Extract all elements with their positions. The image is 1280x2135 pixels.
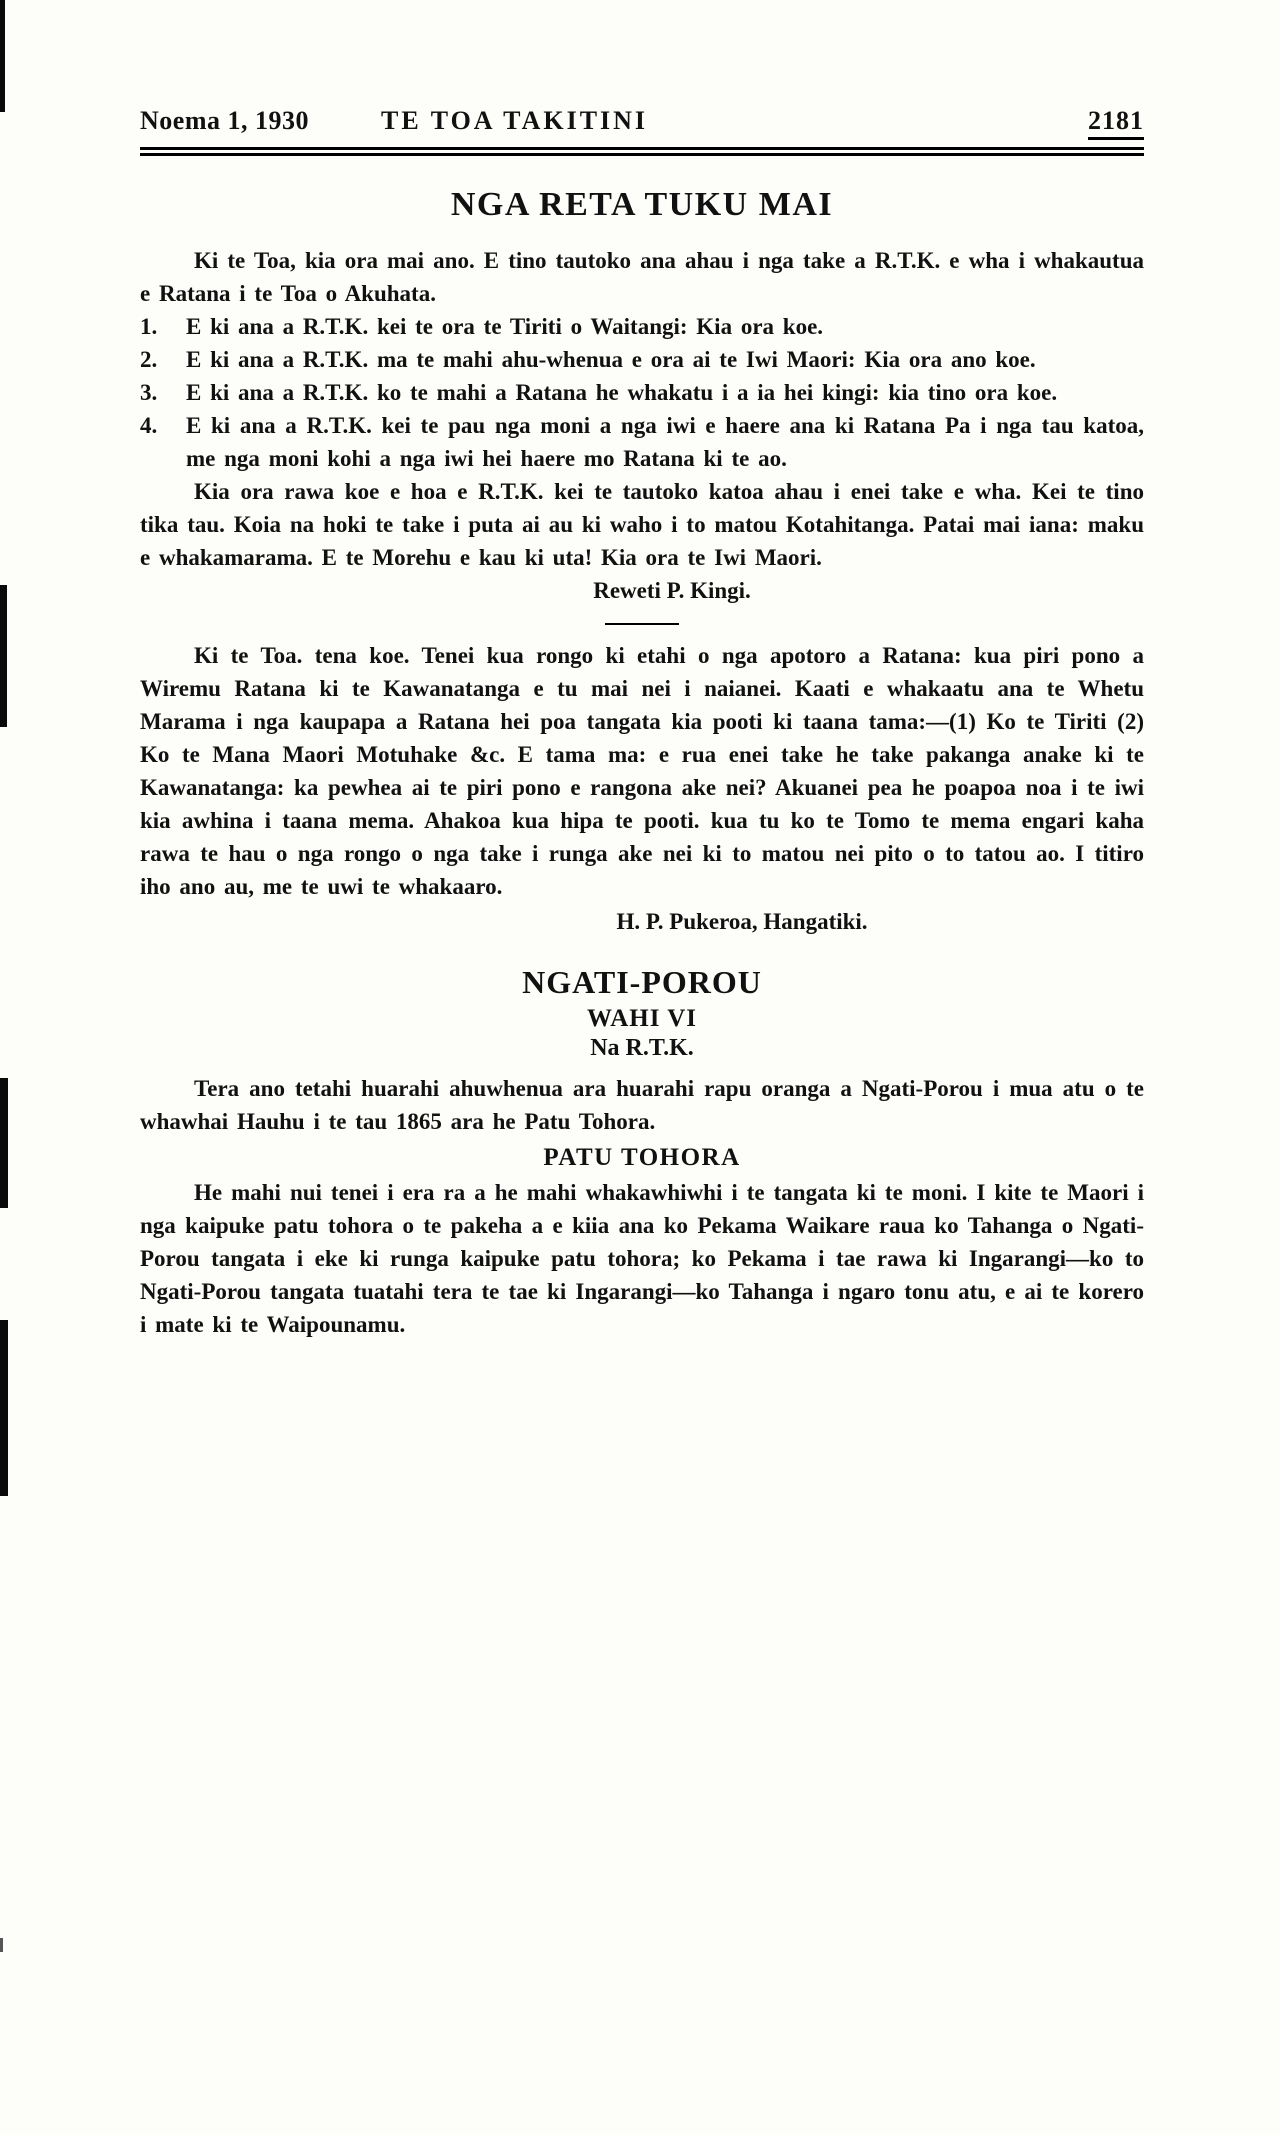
article3-intro: Tera ano tetahi huarahi ahuwhenua ara huarahi rapu oranga a Ngati-Porou i mua atu o te whawhai Hauhu i te tau 1865 ara he Patu Tohora. [140, 1076, 1144, 1134]
page-header [140, 106, 1144, 140]
list-text: E ki ana a R.T.K. kei te pau nga moni a nga iwi e haere ana ki Ratana Pa i nga tau katoa, me nga moni kohi a nga iwi hei haere mo Ratana ki te ao. [186, 413, 1144, 471]
list-item [140, 376, 1144, 409]
list-number: 3. [140, 380, 158, 405]
list-item [140, 310, 1144, 343]
article2-signature: H. P. Pukeroa, Hangatiki. [616, 909, 868, 934]
list-item [140, 409, 1144, 475]
header-page-number: 2181 [1088, 106, 1144, 140]
article3-body: He mahi nui tenei i era ra a he mahi whakawhiwhi i te tangata ki te moni. I kite te Maori i nga kaipuke patu tohora o te pakeha a e kiia ana ko Pekama Waikare raua ko Tahanga o Ngati-Porou tangata i eke ki runga kaipuke patu tohora; ko Pekama i tae rawa ki Ingarangi—ko to Ngati-Porou tangata tuatahi tera te tae ki Ingarangi—ko Tahanga i ngaro tonu atu, e ai te korero i mate ki te Waipounamu. [140, 1180, 1144, 1337]
article3-byline: Na R.T.K. [590, 1035, 694, 1061]
header-double-rule [140, 147, 1144, 156]
patu-tohora-heading: PATU TOHORA [543, 1144, 741, 1171]
article3-title: NGATI-POROU [522, 964, 762, 1000]
list-text: E ki ana a R.T.K. kei te ora te Tiriti o Waitangi: Kia ora koe. [186, 314, 824, 339]
scan-artifact [0, 1320, 8, 1496]
section-divider [605, 623, 679, 625]
article1-closing: Kia ora rawa koe e hoa e R.T.K. kei te tautoko katoa ahau i enei take e wha. Kei te tino tika tau. Koia na hoki te take i puta ai au ki waho i to matou Kotahitanga. Patai mai iana: maku e whakamarama. E te Morehu e kau ki uta! Kia ora te Iwi Maori. [140, 479, 1144, 570]
article1-intro: Ki te Toa, kia ora mai ano. E tino tautoko ana ahau i nga take a R.T.K. e wha i whakautua e Ratana i te Toa o Akuhata. [140, 248, 1144, 306]
article2-body: Ki te Toa. tena koe. Tenei kua rongo ki etahi o nga apotoro a Ratana: kua piri pono a Wiremu Ratana ki te Kawanatanga e tu mai nei i naianei. Kaati e whakaatu ana te Whetu Marama i nga kaupapa a Ratana hei poa tangata kia pooti ki taana tama:—(1) Ko te Tiriti (2) Ko te Mana Maori Motuhake &c. E tama ma: e rua enei take he take pakanga anake ki te Kawanatanga: ka pewhea ai te piri pono e rangona ake nei? Akuanei pea he poapoa noa i te iwi kia awhina i taana mema. Ahakoa kua hipa te pooti. kua tu ko te Tomo te mema engari kaha rawa te hau o nga rongo o nga take i runga ake nei ki to matou nei pito o to tatou ao. I titiro iho ano au, me te uwi te whakaaro. [140, 643, 1144, 899]
list-number: 1. [140, 314, 158, 339]
article1-list [140, 310, 1144, 475]
article1-signature: Reweti P. Kingi. [593, 578, 751, 603]
article1-title: NGA RETA TUKU MAI [450, 186, 834, 223]
list-number: 2. [140, 347, 158, 372]
header-date: Noema 1, 1930 [140, 106, 309, 135]
list-text: E ki ana a R.T.K. ma te mahi ahu-whenua e ora ai te Iwi Maori: Kia ora ano koe. [186, 347, 1036, 372]
list-number: 4. [140, 413, 158, 438]
list-item [140, 343, 1144, 376]
article3-subtitle: WAHI VI [586, 1005, 698, 1032]
header-paper-title: TE TOA TAKITINI [380, 106, 649, 135]
scan-artifact [0, 1938, 3, 1952]
list-text: E ki ana a R.T.K. ko te mahi a Ratana he whakatu i a ia hei kingi: kia tino ora koe. [186, 380, 1058, 405]
